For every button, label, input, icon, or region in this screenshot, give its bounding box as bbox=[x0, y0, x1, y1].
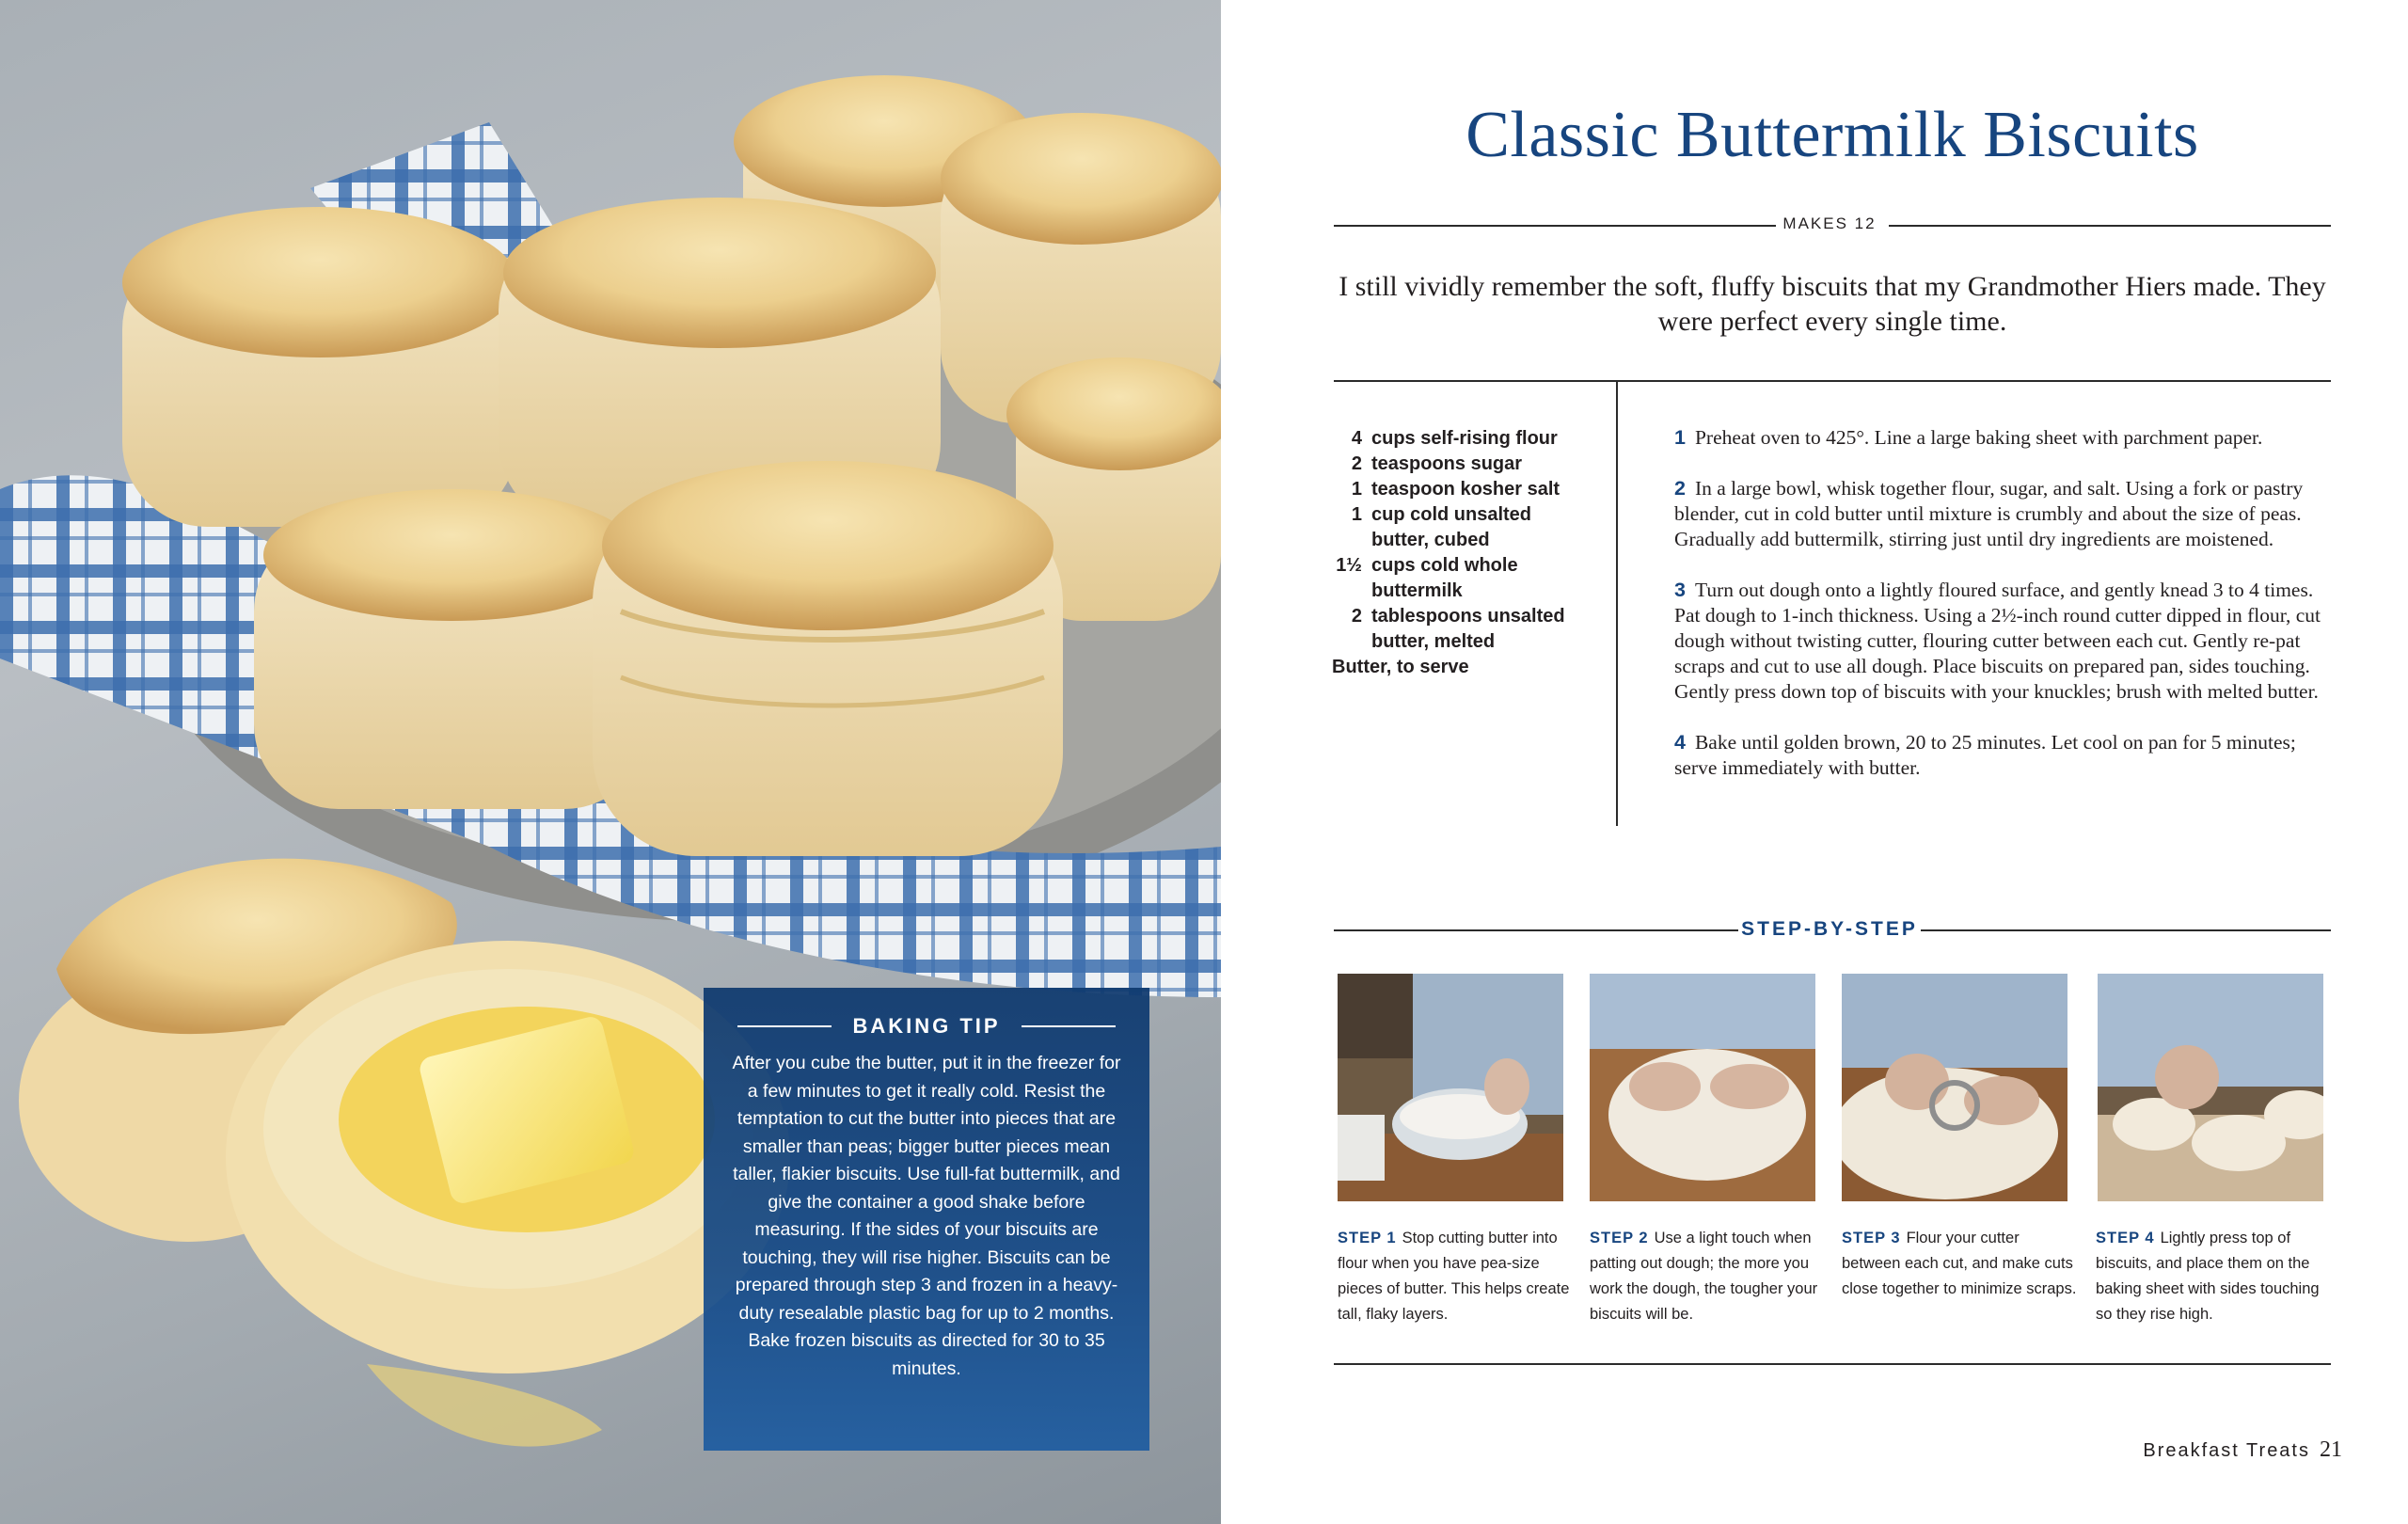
step-3-illustration bbox=[1842, 974, 2067, 1201]
step-number: 2 bbox=[1674, 477, 1686, 500]
baking-tip-title: BAKING TIP bbox=[852, 1014, 1001, 1038]
ingredient-row bbox=[1332, 553, 1595, 579]
step-text: In a large bowl, whisk together flour, sugar, and salt. Using a fork or pastry blender, cut in cold butter until mixture is crumbly and about the size of peas. Gradually add buttermilk, stirring just until dry ingredients are moistened. bbox=[1674, 477, 2304, 550]
page-footer bbox=[2069, 1437, 2342, 1463]
step-3-photo bbox=[1842, 974, 2067, 1201]
page-number: 21 bbox=[2320, 1437, 2342, 1462]
step-text: Bake until golden brown, 20 to 25 minutes. Let cool on pan for 5 minutes; serve immediately with butter. bbox=[1674, 731, 2296, 779]
ingredient-row bbox=[1332, 629, 1595, 655]
tip-rule-left bbox=[737, 1025, 832, 1027]
step-4-caption bbox=[2096, 1226, 2331, 1327]
ingredient-qty bbox=[1332, 579, 1362, 604]
ingredient-row bbox=[1332, 426, 1595, 452]
step-label: STEP 2 bbox=[1590, 1230, 1649, 1246]
sbs-rule-right bbox=[1921, 929, 2331, 931]
section-divider-top bbox=[1334, 380, 2331, 382]
ingredients-list bbox=[1332, 426, 1595, 680]
ingredient-row bbox=[1332, 528, 1595, 553]
ingredient-qty: 1 bbox=[1351, 504, 1362, 525]
ingredient-row bbox=[1332, 502, 1595, 528]
recipe-title: Classic Buttermilk Biscuits bbox=[1465, 99, 2199, 171]
step-caption-text: Stop cutting butter into flour when you have pea-size pieces of butter. This helps create tall, flaky layers. bbox=[1338, 1230, 1570, 1323]
ingredient-qty: 1 bbox=[1351, 479, 1362, 500]
step-1-caption bbox=[1338, 1226, 1573, 1327]
direction-step bbox=[1674, 425, 2331, 451]
direction-step bbox=[1674, 730, 2331, 781]
ingredient-text: teaspoons sugar bbox=[1371, 453, 1523, 474]
step-number: 3 bbox=[1674, 579, 1686, 601]
tip-rule-right bbox=[1022, 1025, 1116, 1027]
step-label: STEP 4 bbox=[2096, 1230, 2155, 1246]
step-caption-text: Lightly press top of biscuits, and place them on the baking sheet with sides touching so they rise high. bbox=[2096, 1230, 2320, 1323]
step-label: STEP 1 bbox=[1338, 1230, 1397, 1246]
ingredient-text: cups cold whole bbox=[1371, 555, 1518, 576]
step-label: STEP 3 bbox=[1842, 1230, 1901, 1246]
ingredient-row bbox=[1332, 579, 1595, 604]
step-4-photo bbox=[2098, 974, 2323, 1201]
baking-tip-header bbox=[732, 1014, 1121, 1039]
ingredient-qty bbox=[1332, 629, 1362, 655]
step-text: Turn out dough onto a lightly floured surface, and gently knead 3 to 4 times. Pat dough to 1-inch thickness. Using a 2½-inch round cutter dipped in flour, cut dough without twisting cutter, flouring cutter between each cut. Gently re-pat scraps and cut to use all dough. Place biscuits on prepared pan, sides touching. Gently press down top of biscuits with your knuckles; brush with melted butter. bbox=[1674, 579, 2321, 703]
column-divider bbox=[1616, 380, 1618, 826]
ingredient-qty: 2 bbox=[1351, 606, 1362, 627]
ingredient-row bbox=[1332, 452, 1595, 477]
direction-step bbox=[1674, 578, 2331, 705]
direction-step bbox=[1674, 476, 2331, 552]
ingredient-text: teaspoon kosher salt bbox=[1371, 479, 1560, 500]
directions bbox=[1674, 425, 2331, 806]
ingredient-qty: 2 bbox=[1351, 453, 1362, 474]
ingredient-text: cup cold unsalted bbox=[1371, 504, 1532, 525]
step-3-caption bbox=[1842, 1226, 2077, 1302]
recipe-yield: MAKES 12 bbox=[1782, 214, 1877, 232]
ingredient-row bbox=[1332, 655, 1595, 680]
ingredient-qty bbox=[1332, 528, 1362, 553]
recipe-intro: I still vividly remember the soft, fluffy biscuits that my Grandmother Hiers made. They were perfect every single time. bbox=[1339, 271, 2326, 337]
step-number: 4 bbox=[1674, 731, 1686, 754]
ingredient-qty: 4 bbox=[1351, 428, 1362, 449]
step-2-caption bbox=[1590, 1226, 1825, 1327]
ingredient-row bbox=[1332, 477, 1595, 502]
step-2-illustration bbox=[1590, 974, 1815, 1201]
section-divider-bottom bbox=[1334, 1363, 2331, 1365]
step-2-photo bbox=[1590, 974, 1815, 1201]
makes-rule-left bbox=[1334, 225, 1776, 227]
ingredient-text: butter, melted bbox=[1371, 631, 1496, 652]
ingredient-qty: 1½ bbox=[1336, 555, 1362, 576]
sbs-rule-left bbox=[1334, 929, 1738, 931]
step-caption-text: Use a light touch when patting out dough; the more you work the dough, the tougher your biscuits will be. bbox=[1590, 1230, 1818, 1323]
ingredient-text: butter, cubed bbox=[1371, 530, 1490, 550]
step-1-photo bbox=[1338, 974, 1563, 1201]
step-number: 1 bbox=[1674, 426, 1686, 449]
step-4-illustration bbox=[2098, 974, 2323, 1201]
ingredient-text: Butter, to serve bbox=[1332, 657, 1469, 677]
ingredient-text: buttermilk bbox=[1371, 580, 1463, 601]
footer-section-name: Breakfast Treats bbox=[2143, 1440, 2310, 1461]
step-caption-text: Flour your cutter between each cut, and make cuts close together to minimize scraps. bbox=[1842, 1230, 2077, 1297]
ingredient-text: cups self-rising flour bbox=[1371, 428, 1558, 449]
ingredient-row bbox=[1332, 604, 1595, 629]
ingredient-text: tablespoons unsalted bbox=[1371, 606, 1565, 627]
step-1-illustration bbox=[1338, 974, 1563, 1201]
makes-rule-right bbox=[1889, 225, 2331, 227]
baking-tip-box bbox=[704, 988, 1149, 1451]
step-text: Preheat oven to 425°. Line a large baking sheet with parchment paper. bbox=[1694, 426, 2263, 449]
step-by-step-title: STEP-BY-STEP bbox=[1741, 918, 1918, 940]
baking-tip-text: After you cube the butter, put it in the freezer for a few minutes to get it really cold. Resist the temptation to cut the butter into pieces that are smaller than peas; bigger butter pieces mean taller, flakier biscuits. Use full-fat buttermilk, and give the container a good shake before measuring. If the sides of your biscuits are touching, they will rise higher. Biscuits can be prepared through step 3 and frozen in a heavy-duty resealable plastic bag for up to 2 months. Bake frozen biscuits as directed for 30 to 35 minutes. bbox=[732, 1053, 1121, 1379]
